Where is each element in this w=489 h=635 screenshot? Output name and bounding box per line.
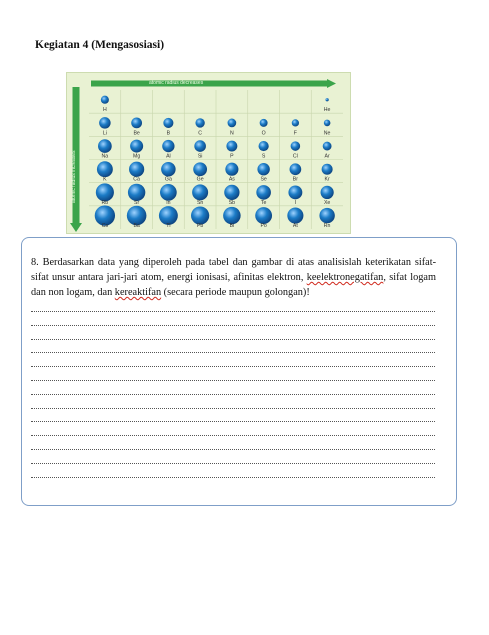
atom-kr [322, 164, 333, 175]
element-symbol-mg: Mg [133, 153, 141, 160]
element-symbol-ge: Ge [196, 176, 204, 183]
atom-ge [193, 162, 207, 176]
element-symbol-k: K [103, 176, 107, 183]
answer-line[interactable] [31, 421, 435, 422]
element-symbol-rb: Rb [101, 199, 109, 206]
element-symbol-he: He [323, 107, 331, 114]
question-term-reactivity: kereaktifan [114, 287, 162, 298]
atom-h [101, 96, 109, 104]
atom-f [292, 119, 299, 126]
atom-ne [324, 120, 331, 127]
atom-bi [223, 207, 241, 225]
question-part-2: , sifat logam dan non logam, dan [31, 272, 436, 298]
atom-n [228, 119, 237, 128]
atom-ar [323, 142, 332, 151]
atom-se [257, 163, 269, 175]
element-symbol-ga: Ga [164, 176, 172, 183]
element-symbol-te: Te [260, 199, 267, 206]
answer-line[interactable] [31, 477, 435, 478]
atom-sr [128, 184, 145, 201]
atom-si [194, 140, 206, 152]
atom-na [98, 139, 112, 153]
element-symbol-as: As [228, 176, 235, 183]
element-symbol-h: H [103, 107, 107, 114]
element-symbol-sr: Sr [134, 199, 140, 206]
radius-decreases-label: atomic radius decreases [149, 80, 204, 86]
element-symbol-o: O [261, 130, 266, 137]
element-symbol-at: At [292, 223, 298, 229]
element-symbol-n: N [230, 130, 234, 137]
atom-he [326, 98, 329, 101]
atom-in [160, 184, 177, 201]
element-symbol-se: Se [260, 176, 267, 183]
element-symbol-i: I [294, 199, 297, 206]
element-symbol-rn: Rn [323, 223, 331, 229]
element-symbol-li: Li [102, 130, 107, 137]
element-symbol-ca: Ca [133, 176, 140, 183]
question-part-3: (secara periode maupun golongan)! [161, 287, 310, 298]
element-symbol-sb: Sb [228, 199, 236, 206]
element-symbol-si: Si [197, 153, 203, 160]
element-symbol-bi: Bi [229, 223, 235, 229]
atom-sn [192, 184, 208, 200]
question-text [31, 255, 436, 300]
atom-ca [129, 162, 144, 177]
element-symbol-c: C [198, 130, 202, 137]
element-symbol-be: Be [133, 130, 140, 137]
element-symbol-ba: Ba [133, 223, 140, 229]
answer-line[interactable] [31, 449, 435, 450]
atom-c [195, 118, 204, 127]
answer-line[interactable] [31, 311, 435, 312]
atom-grid [89, 90, 343, 229]
answer-line[interactable] [31, 463, 435, 464]
atom-te [256, 185, 271, 200]
atom-xe [321, 186, 334, 199]
atom-p [226, 141, 237, 152]
element-symbol-al: Al [166, 153, 171, 160]
atom-be [131, 117, 142, 128]
element-symbol-po: Po [260, 223, 267, 229]
atom-al [162, 140, 174, 152]
element-symbol-in: In [166, 199, 171, 206]
answer-line[interactable] [31, 366, 435, 367]
question-part-1: 8. Berdasarkan data yang diperoleh pada tabel dan gambar di atas analisislah keterikatan sifat-sifat unsur antara jari-jari atom, energi ionisasi, afinitas elektron, [31, 257, 436, 283]
atom-i [288, 185, 302, 199]
atom-po [255, 207, 272, 224]
answer-line[interactable] [31, 352, 435, 353]
answer-line[interactable] [31, 339, 435, 340]
question-term-electronegativity: keelektronegatifan [306, 272, 384, 283]
atom-ga [161, 162, 176, 177]
element-symbol-ne: Ne [323, 130, 331, 137]
element-symbol-na: Na [101, 153, 109, 160]
element-symbol-cs: Cs [101, 223, 109, 229]
atom-o [260, 119, 268, 127]
atomic-radius-figure [66, 72, 351, 234]
element-symbol-kr: Kr [324, 176, 330, 183]
atom-b [163, 118, 173, 128]
element-symbol-sn: Sn [196, 199, 204, 206]
radius-decreases-arrow [91, 79, 336, 88]
element-symbol-cl: Cl [292, 153, 298, 160]
element-symbol-xe: Xe [323, 199, 331, 206]
element-symbol-pb: Pb [196, 223, 204, 229]
element-symbol-f: F [293, 130, 297, 137]
atom-pb [191, 206, 209, 224]
element-symbol-br: Br [292, 176, 298, 183]
element-symbol-p: P [230, 153, 234, 160]
atom-mg [130, 140, 143, 153]
atom-at [287, 208, 303, 224]
answer-line[interactable] [31, 325, 435, 326]
answer-line[interactable] [31, 408, 435, 409]
element-symbol-tl: Tl [166, 223, 171, 229]
atom-as [225, 163, 238, 176]
atom-k [97, 161, 113, 177]
atom-rn [319, 208, 334, 223]
element-symbol-ar: Ar [324, 153, 330, 160]
element-symbol-b: B [166, 130, 171, 137]
element-symbol-s: S [261, 153, 266, 160]
radius-increases-label: atomic radius increases [71, 150, 77, 203]
answer-line[interactable] [31, 394, 435, 395]
activity-heading: Kegiatan 4 (Mengasosiasi) [35, 39, 165, 51]
atom-rb [96, 183, 114, 201]
answer-line[interactable] [31, 435, 435, 436]
atom-s [259, 141, 269, 151]
atom-cl [291, 141, 301, 151]
atom-br [290, 163, 302, 175]
atom-li [99, 117, 111, 129]
atom-sb [224, 185, 239, 200]
answer-line[interactable] [31, 380, 435, 381]
